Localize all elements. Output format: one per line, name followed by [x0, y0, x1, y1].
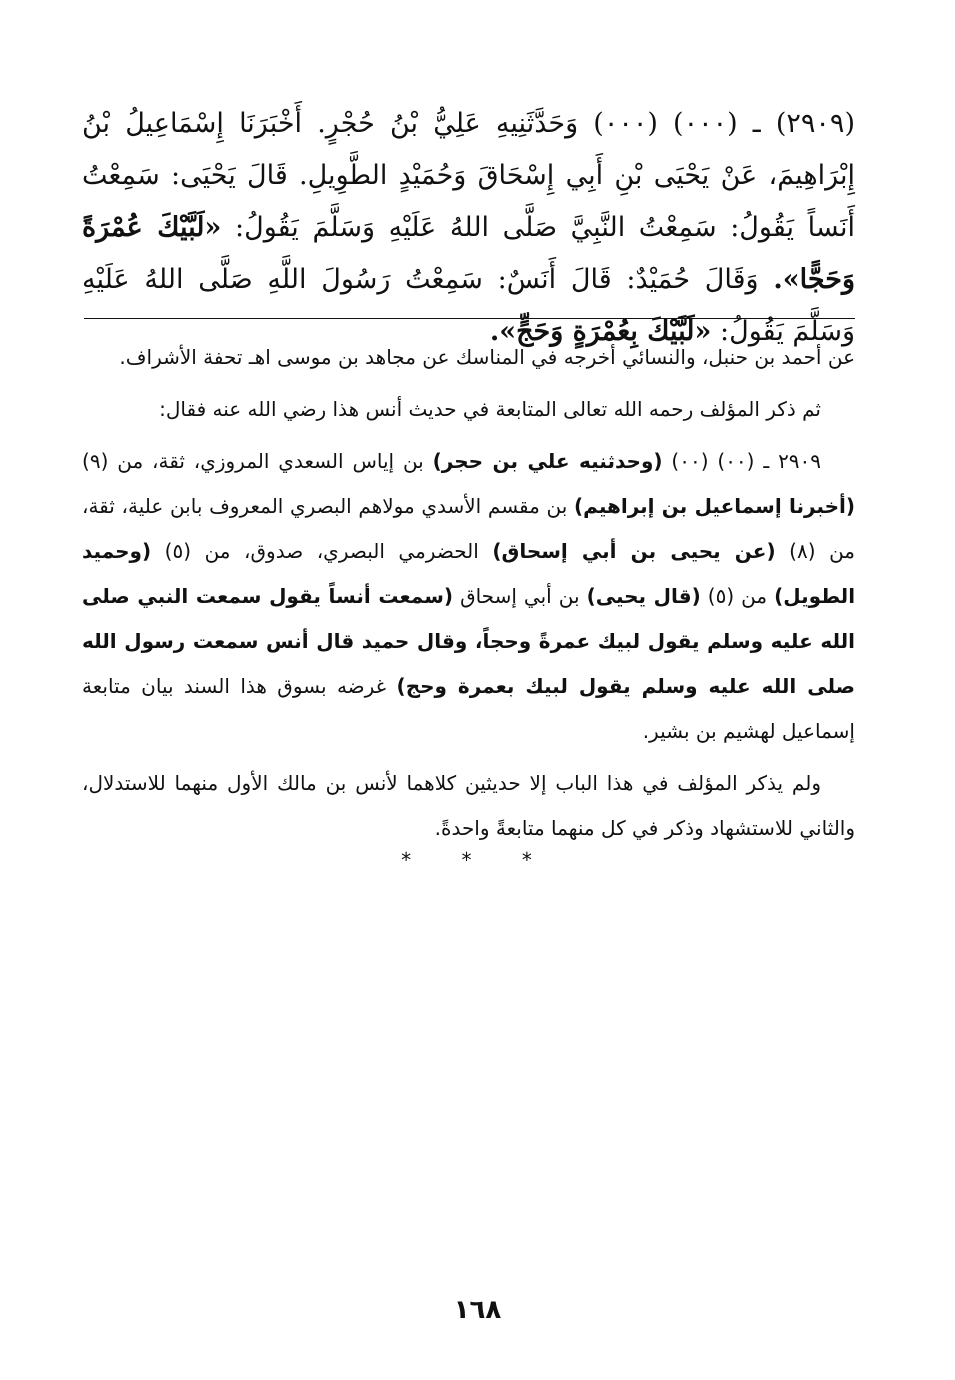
hadith-narration-2: وَقَالَ حُمَيْدٌ: قَالَ أَنَسٌ: سَمِعْتُ رَسُولَ اللَّهِ صَلَّى اللهُ عَلَيْهِ وَسَلَّمَ يَقُولُ:: [82, 264, 855, 347]
hadith-text: [82, 98, 855, 358]
commentary-section: [82, 335, 855, 858]
commentary-paragraph-2: ثم ذكر المؤلف رحمه الله تعالى المتابعة في حديث أنس هذا رضي الله عنه فقال:: [159, 397, 821, 421]
narrator-quote: (عن يحيى بن أبي إسحاق): [492, 539, 776, 563]
purpose-note: غرضه بسوق هذا السند بيان متابعة إسماعيل لهشيم بن بشير.: [82, 674, 855, 743]
hadith-number: ٢٩٠٩ ـ (٠٠) (٠٠): [671, 449, 822, 473]
section-separator: * * *: [401, 848, 554, 872]
commentary-paragraph-4: ولم يذكر المؤلف في هذا الباب إلا حديثين كلاهما لأنس بن مالك الأول منهما للاستدلال، والثاني للاستشهاد وذكر في كل منهما متابعةً واحدةً.: [82, 771, 855, 840]
matn-quote: (سمعت أنساً يقول سمعت النبي صلى الله عليه وسلم يقول لبيك عمرةً وحجاً، وقال حميد قال أنس سمعت رسول الله صلى الله عليه وسلم يقول لبيك بعمرة وحج): [82, 584, 856, 698]
narrator-quote: (وحميد الطويل): [82, 539, 856, 608]
page-number: ١٦٨: [453, 1295, 502, 1325]
narrator-note: بن مقسم الأسدي مولاهم البصري المعروف بابن علية، ثقة، من (٨): [82, 494, 856, 563]
narrator-note: بن إياس السعدي المروزي، ثقة، من (٩): [82, 449, 424, 473]
narrator-quote: (وحدثنيه علي بن حجر): [432, 449, 663, 473]
hadith-quote-1: «لَبَّيْكَ عُمْرَةً وَحَجًّا».: [82, 212, 855, 295]
footnote-divider: [84, 318, 855, 319]
hadith-number: (٢٩٠٩) ـ (٠٠٠) (٠٠٠): [593, 108, 855, 139]
narrator-note: من (٥): [707, 584, 768, 608]
narrator-note: بن أبي إسحاق: [460, 584, 580, 608]
narrator-quote: (أخبرنا إسماعيل بن إبراهيم): [574, 494, 855, 518]
commentary-paragraph-1: عن أحمد بن حنبل، والنسائي أخرجه في المناسك عن مجاهد بن موسى اهـ تحفة الأشراف.: [119, 345, 855, 369]
commentary-paragraph-3: [82, 439, 855, 754]
hadith-narration-1: وَحَدَّثَنِيهِ عَلِيُّ بْنُ حُجْرٍ. أَخْبَرَنَا إِسْمَاعِيلُ بْنُ إِبْرَاهِيمَ، عَنْ يَحْيَى بْنِ أَبِي إِسْحَاقَ وَحُمَيْدٍ الطَّوِيلِ. قَالَ يَحْيَى: سَمِعْتُ أَنَساً يَقُولُ: سَمِعْتُ النَّبِيَّ صَلَّى اللهُ عَلَيْهِ وَسَلَّمَ يَقُولُ:: [82, 108, 855, 243]
narrator-quote: (قال يحيى): [586, 584, 701, 608]
narrator-note: الحضرمي البصري، صدوق، من (٥): [164, 539, 479, 563]
hadith-quote-2: «لَبَّيْكَ بِعُمْرَةٍ وَحَجٍّ».: [489, 316, 712, 347]
